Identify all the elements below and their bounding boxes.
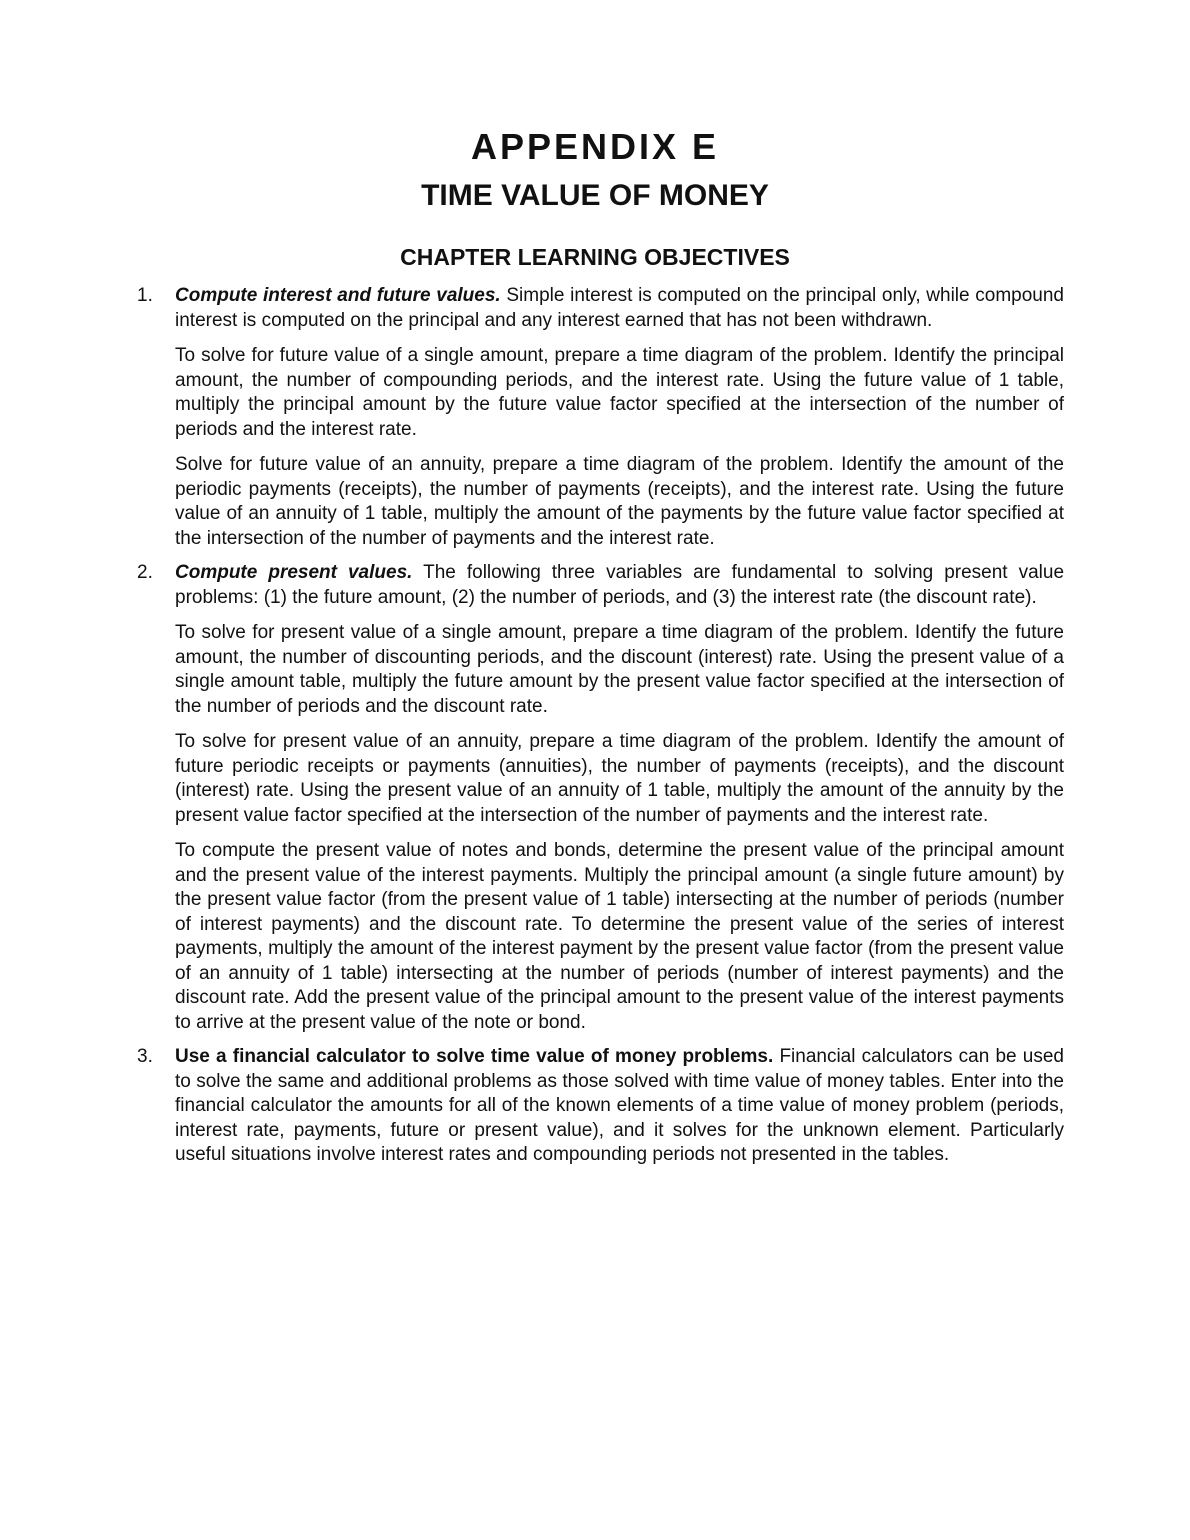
objective-paragraph: To compute the present value of notes and bonds, determine the present value of the principal amount and the present value of the interest payments. Multiply the principal amount (a single future amount) by the present value factor (from the present value of 1 table) intersecting at the number of periods (number of interest payments) and the discount rate. To determine the present value of the series of interest payments, multiply the amount of the interest payment by the present value factor (from the present value of an annuity of 1 table) intersecting at the number of periods (number of interest payments) and the discount rate. Add the present value of the principal amount to the present value of the interest payments to arrive at the present value of the note or bond. bbox=[175, 840, 1064, 1033]
objective-lead: Use a financial calculator to solve time value of money problems. bbox=[175, 1046, 774, 1067]
objective-paragraph: To solve for present value of a single amount, prepare a time diagram of the problem. Identify the future amount, the number of discounting periods, and the discount (interest) rate. Using the present value of a single amount table, multiply the future amount by the present value factor specified at the intersection of the number of periods and the discount rate. bbox=[175, 622, 1064, 717]
learning-objective-2 bbox=[137, 561, 1064, 1035]
objective-paragraph bbox=[175, 561, 1064, 610]
objective-text: Financial calculators can be used to solve the same and additional problems as those solved with time value of money tables. Enter into the financial calculator the amounts for all of the known elements of a time value of money problem (periods, interest rate, payments, future or present value), and it solves for the unknown element. Particularly useful situations involve interest rates and compounding periods not presented in the tables. bbox=[175, 1046, 1064, 1165]
appendix-title: APPENDIX E bbox=[470, 126, 720, 167]
objective-number: 1. bbox=[137, 285, 153, 306]
objective-number: 3. bbox=[137, 1046, 153, 1067]
objective-lead: Compute present values. bbox=[175, 562, 413, 583]
objective-paragraph: To solve for present value of an annuity, prepare a time diagram of the problem. Identify the amount of future periodic receipts or payments (annuities), the number of payments (receipts), and the discount (interest) rate. Using the present value of an annuity of 1 table, multiply the amount of the annuity by the present value factor specified at the intersection of the number of payments and the interest rate. bbox=[175, 731, 1064, 826]
appendix-subtitle: TIME VALUE OF MONEY bbox=[421, 179, 769, 212]
objective-text: The following three variables are fundamental to solving present value problems: (1) the future amount, (2) the number of periods, and (3) the interest rate (the discount rate). bbox=[175, 562, 1065, 608]
learning-objective-1 bbox=[137, 284, 1064, 551]
learning-objective-3 bbox=[137, 1045, 1064, 1168]
section-heading: CHAPTER LEARNING OBJECTIVES bbox=[400, 244, 790, 270]
objective-text: Simple interest is computed on the principal only, while compound interest is computed on the principal and any interest earned that has not been withdrawn. bbox=[175, 285, 1064, 331]
objective-number: 2. bbox=[137, 562, 153, 583]
objective-lead: Compute interest and future values. bbox=[175, 285, 501, 306]
objective-paragraph: Solve for future value of an annuity, prepare a time diagram of the problem. Identify the amount of the periodic payments (receipts), the number of payments (receipts), and the interest rate. Using the future value of an annuity of 1 table, multiply the amount of the payments by the future value factor specified at the intersection of the number of payments and the interest rate. bbox=[175, 454, 1064, 549]
objective-paragraph bbox=[175, 1045, 1064, 1168]
objective-paragraph: To solve for future value of a single amount, prepare a time diagram of the problem. Identify the principal amount, the number of compounding periods, and the interest rate. Using the future value of 1 table, multiply the principal amount by the future value factor specified at the intersection of the number of periods and the interest rate. bbox=[175, 345, 1064, 440]
objective-paragraph bbox=[175, 284, 1064, 333]
learning-objectives-list bbox=[137, 284, 1064, 1178]
